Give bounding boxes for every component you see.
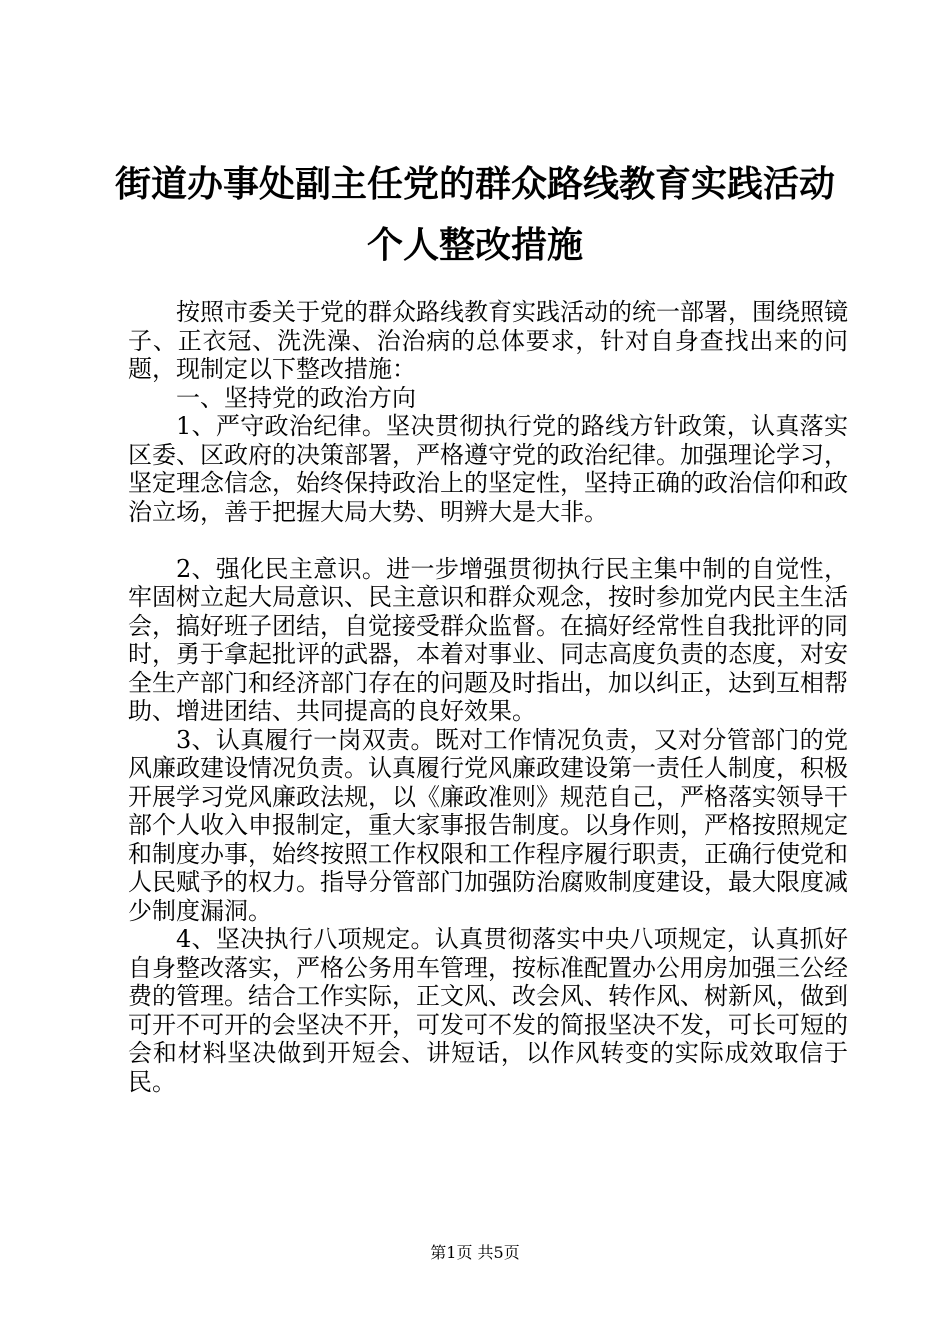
measure-paragraph-4: 4、坚决执行八项规定。认真贯彻落实中央八项规定，认真抓好自身整改落实，严格公务用车管理，按标准配置办公用房加强三公经费的管理。结合工作实际，正文风、改会风、转作风、树新风，做到可开不可开的会坚决不开，可发可不发的简报坚决不发，可长可短的会和材料坚决做到开短会、讲短话，以作风转变的实际成效取信于民。 bbox=[128, 925, 848, 1096]
page-number-footer: 第1页 共5页 bbox=[430, 1243, 520, 1262]
document-body bbox=[128, 298, 848, 1096]
document-title-line-2: 个人整改措施 bbox=[366, 224, 583, 266]
document-title-line-1: 街道办事处副主任党的群众路线教育实践活动 bbox=[114, 163, 835, 205]
paragraph-spacer bbox=[128, 526, 848, 555]
measure-paragraph-2: 2、强化民主意识。进一步增强贯彻执行民主集中制的自觉性，牢固树立起大局意识、民主意识和群众观念，按时参加党内民主生活会，搞好班子团结，自觉接受群众监督。在搞好经常性自我批评的同时，勇于拿起批评的武器，本着对事业、同志高度负责的态度，对安全生产部门和经济部门存在的问题及时指出，加以纠正，达到互相帮助、增进团结、共同提高的良好效果。 bbox=[128, 554, 848, 725]
section-heading: 一、坚持党的政治方向 bbox=[176, 383, 416, 412]
intro-paragraph: 按照市委关于党的群众路线教育实践活动的统一部署，围绕照镜子、正衣冠、洗洗澡、治治病的总体要求，针对自身查找出来的问题，现制定以下整改措施： bbox=[128, 298, 848, 383]
measure-paragraph-3: 3、认真履行一岗双责。既对工作情况负责，又对分管部门的党风廉政建设情况负责。认真履行党风廉政建设第一责任人制度，积极开展学习党风廉政法规，以《廉政准则》规范自己，严格落实领导干部个人收入申报制定，重大家事报告制度。以身作则，严格按照规定和制度办事，始终按照工作权限和工作程序履行职责，正确行使党和人民赋予的权力。指导分管部门加强防治腐败制度建设，最大限度减少制度漏洞。 bbox=[128, 725, 848, 925]
measure-paragraph-1: 1、严守政治纪律。坚决贯彻执行党的路线方针政策，认真落实区委、区政府的决策部署，严格遵守党的政治纪律。加强理论学习，坚定理念信念，始终保持政治上的坚定性，坚持正确的政治信仰和政治立场，善于把握大局大势、明辨大是大非。 bbox=[128, 412, 848, 526]
